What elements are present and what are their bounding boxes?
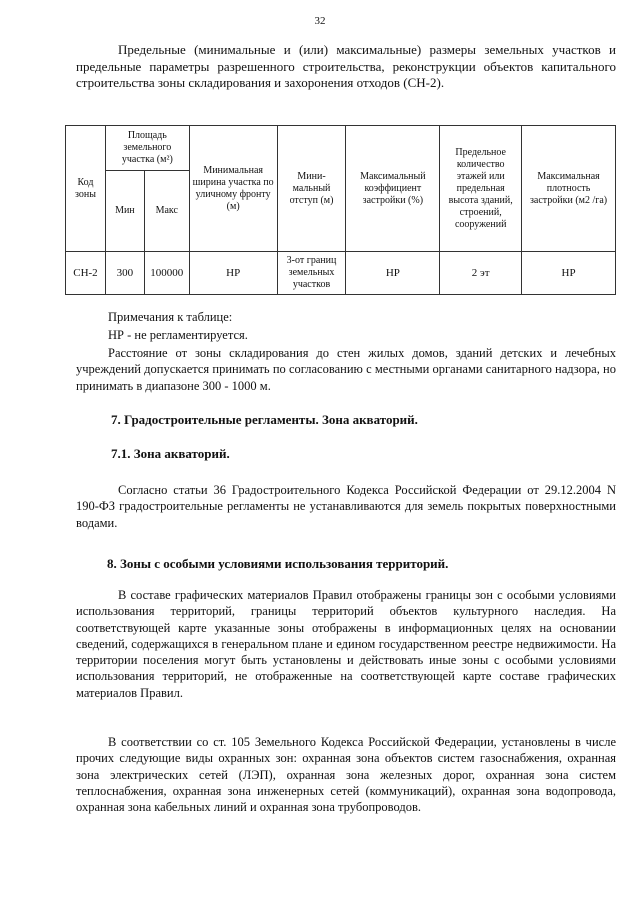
header-max-floors: Предельное количество этажей или предельная высота зданий, строений, сооружений [440,126,522,252]
cell-max-coefficient: НР [346,252,440,295]
zone-parameters-table [65,125,616,295]
header-max: Макс [144,171,189,252]
note-distance: Расстояние от зоны складирования до стен жилых домов, зданий детских и лечебных учреждений допускается принимать по согласованию с местными органами санитарного надзора, но принимать в диапазоне 300 - 1000 м. [76,346,616,393]
header-min-width: Минимальная ширина участка по уличному фронту (м) [189,126,277,252]
notes-title: Примечания к таблице: [108,310,233,324]
section-8-paragraph-1: В составе графических материалов Правил отображены границы зон с особыми условиями использования территорий, границы территорий объектов культурного наследия. На соответствующей карте указанные зоны отображены в информационных целях на основании сведений, содержащихся в генеральном плане и едином государственном реестре недвижимости. На территории поселения могут быть установлены и действовать иные зоны с особыми условиями использования территорий, не отображенные на соответствующей карте составе графических материалов Правил. [76,588,616,700]
cell-code: СН-2 [66,252,106,295]
section-8-heading: 8. Зоны с особыми условиями использования территорий. [107,556,449,571]
table-row [66,252,616,295]
cell-max: 100000 [144,252,189,295]
cell-min: 300 [105,252,144,295]
cell-min-width: НР [189,252,277,295]
section-7-1-heading: 7.1. Зона акваторий. [111,446,230,461]
note-nr: НР - не регламентируется. [108,328,248,342]
cell-min-setback: 3-от границ земельных участков [277,252,346,295]
cell-max-density: НР [522,252,616,295]
intro-paragraph: Предельные (минимальные и (или) максимальные) размеры земельных участков и предельные параметры разрешенного строительства, реконструкции объектов капитального строительства зоны складирования и захоронения отходов (СН-2). [76,42,616,90]
cell-max-floors: 2 эт [440,252,522,295]
header-min-setback: Мини-мальный отступ (м) [277,126,346,252]
header-min: Мин [105,171,144,252]
section-8-paragraph-2: В соответствии со ст. 105 Земельного Кодекса Российской Федерации, установлены в числе прочих следующие виды охранных зон: охранная зона объектов систем газоснабжения, охранная зона электрических сетей (ЛЭП), охранная зона железных дорог, охранная зона систем теплоснабжения, охранная зона инженерных сетей (коммуникаций), охранная зона водопровода, охранная зона кабельных линий и охранная зона трубопроводов. [76,735,616,815]
page-number: 32 [314,15,326,27]
section-7-heading: 7. Градостроительные регламенты. Зона акваторий. [111,412,418,427]
header-area: Площадь земельного участка (м²) [105,126,189,171]
header-code: Код зоны [66,126,106,252]
header-max-density: Максимальная плотность застройки (м2 /га) [522,126,616,252]
header-max-coefficient: Максимальный коэффициент застройки (%) [346,126,440,252]
section-7-text: Согласно статьи 36 Градостроительного Кодекса Российской Федерации от 29.12.2004 N 190-ФЗ градостроительные регламенты не устанавливаются для земель покрытых поверхностными водами. [76,483,616,530]
